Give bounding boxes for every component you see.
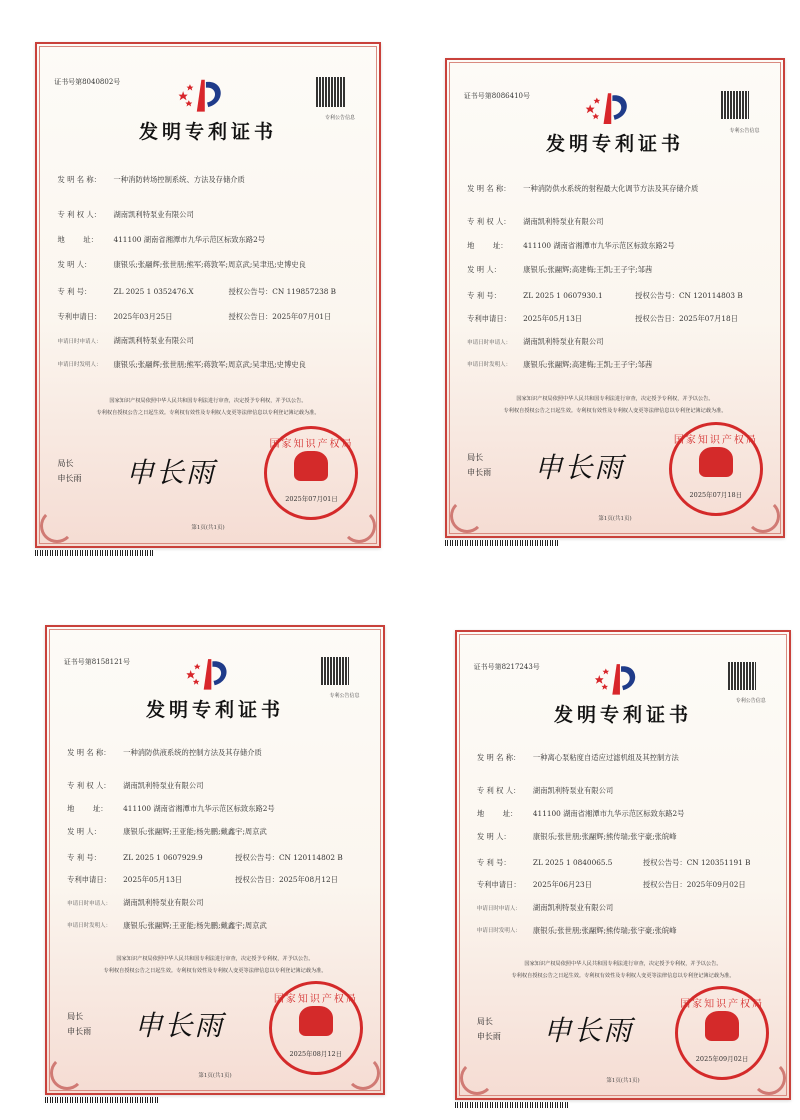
director: [467, 450, 491, 480]
grant-number-row: [229, 287, 337, 297]
field-label: 专 利 号：: [467, 290, 501, 300]
field-label: 授权公告号：: [635, 290, 679, 300]
field-label: 专利申请日：: [57, 311, 102, 321]
notice-line: 国家知识产权局依照中华人民共和国专利法进行审查，决定授予专利权，并予以公告。: [524, 961, 722, 968]
later-applicant-row: [58, 336, 194, 346]
field-label: 申请日时申请人：: [67, 901, 112, 908]
cnipa-logo-icon: [181, 657, 248, 690]
later-inventors: 康银乐;张世朋;张翮辉;熊传瑞;张宇豪;张皖峰: [532, 925, 677, 935]
director-name: 申长雨: [67, 1027, 92, 1037]
application-date: 2025年05月13日: [523, 313, 583, 323]
national-emblem-icon: [705, 1011, 739, 1041]
field-label: 发 明 名 称：: [57, 174, 101, 184]
later-applicant-row: [467, 337, 603, 347]
application-date: 2025年05月13日: [123, 875, 183, 885]
certificate-number: 证书号第8086410号: [463, 91, 530, 100]
certificate-title: 发明专利证书: [553, 703, 692, 726]
application-date: 2025年03月25日: [113, 311, 173, 321]
field-label: 地 址：: [57, 234, 98, 244]
address-row: [467, 241, 675, 251]
official-seal: [669, 422, 763, 516]
seal-text: 国家知识产权局: [269, 438, 354, 450]
invention-name: 一种离心泵粘度自适应过滤机组及其控制方法: [532, 753, 679, 763]
field-label: 申请日时申请人：: [476, 906, 521, 913]
later-inventor-row: [467, 360, 719, 370]
director: [67, 1009, 91, 1039]
later-applicant-row: [477, 903, 613, 913]
address-row: [477, 809, 685, 819]
notice: [447, 393, 783, 417]
field-label: 申请日时申请人：: [467, 340, 512, 347]
patentee: 湖南凯利特泵业有限公司: [123, 780, 204, 790]
patentee: 湖南凯利特泵业有限公司: [113, 209, 194, 219]
field-label: 发 明 人：: [476, 832, 511, 842]
barcode: [445, 540, 560, 546]
page-number: 第1页(共1页): [191, 524, 225, 531]
patentee-row: [58, 210, 194, 220]
certificate-title: 发明专利证书: [145, 698, 284, 721]
address: 411100 湖南省湘潭市九华示范区标致东路2号: [523, 240, 675, 250]
later-inventor-row: [477, 926, 726, 936]
patent-number: ZL 2025 1 0607930.1: [523, 290, 603, 300]
patentee-row: [477, 786, 613, 796]
later-inventor-row: [67, 921, 319, 931]
director-title: 局长: [476, 1017, 493, 1027]
patent-certificate: [35, 42, 381, 548]
notice-line: 国家知识产权局依照中华人民共和国专利法进行审查，决定授予专利权，并予以公告。: [116, 956, 314, 963]
address-row: [67, 804, 275, 814]
patentee-row: [67, 781, 203, 791]
grant-date-row: [229, 312, 332, 322]
grant-number: CN 120114802 B: [278, 853, 343, 862]
field-label: 授权公告日：: [235, 875, 279, 885]
seal-text: 国家知识产权局: [673, 434, 758, 446]
grant-number-row: [635, 291, 743, 301]
later-applicant: 湖南凯利特泵业有限公司: [532, 903, 614, 913]
field-label: 发 明 名 称：: [476, 753, 521, 763]
inventor-row: [58, 260, 315, 270]
field-label: 授权公告日：: [635, 313, 679, 323]
application-date: 2025年06月23日: [532, 880, 592, 890]
page-number: 第1页(共1页): [198, 1073, 232, 1080]
later-inventors: 康银乐;张翮辉;张世朋;熊军;蒋敦军;周京武;吴聿迅;史博史良: [113, 360, 306, 370]
cnipa-logo-icon: [581, 91, 648, 124]
notice-line: 专利权自授权公告之日起生效。专利权有效性及专利权人变更等法律信息以专利登记簿记载为准。: [96, 410, 320, 417]
invention-name: 一种消防供水系统的射程最大化调节方法及其存储介质: [523, 183, 699, 193]
notice: [457, 958, 789, 982]
patent-certificate: [455, 630, 791, 1100]
invention-name: 一种消防转场控制系统、方法及存储介质: [113, 174, 245, 184]
national-emblem-icon: [299, 1006, 333, 1036]
field-label: 专利申请日：: [467, 313, 511, 323]
patent-number-row: [467, 291, 603, 301]
patent-certificate: [45, 625, 385, 1095]
field-label: 授权公告号：: [642, 858, 687, 867]
notice-line: 专利权自授权公告之日起生效。专利权有效性及专利权人变更等法律信息以专利登记簿记载为准。: [103, 968, 327, 975]
director-title: 局长: [57, 458, 74, 468]
director-name: 申长雨: [476, 1032, 501, 1042]
address: 411100 湖南省湘潭市九华示范区标致东路2号: [532, 809, 685, 819]
director-name: 申长雨: [57, 473, 82, 483]
field-label: 发 明 人：: [467, 264, 501, 274]
field-label: 申请日时申请人：: [57, 339, 102, 346]
field-label: 专 利 权 人：: [476, 785, 521, 795]
later-applicant: 湖南凯利特泵业有限公司: [123, 898, 204, 908]
barcode: [45, 1097, 160, 1103]
certificate-number: 证书号第8158121号: [63, 658, 130, 667]
official-seal: [675, 986, 769, 1080]
seal-date: 2025年09月02日: [695, 1055, 749, 1064]
qr-caption: 专利公告信息: [729, 127, 760, 134]
inventor-row: [67, 827, 319, 837]
director: [58, 456, 82, 486]
patent-number: ZL 2025 1 0607929.9: [123, 853, 203, 862]
later-inventors: 康银乐;张翮辉;王亚能;杨先鹏;戴鑫宇;周京武: [123, 920, 267, 930]
signature: 申长雨: [134, 1009, 225, 1043]
patent-number: ZL 2025 1 0840065.5: [532, 858, 613, 867]
field-label: 发 明 人：: [67, 827, 101, 837]
qr-caption: 专利公告信息: [325, 115, 356, 122]
qr-caption: 专利公告信息: [735, 698, 766, 705]
application-date-row: [477, 880, 592, 890]
patentee: 湖南凯利特泵业有限公司: [532, 785, 614, 795]
inventor-row: [467, 265, 719, 275]
notice-line: 国家知识产权局依照中华人民共和国专利法进行审查，决定授予专利权，并予以公告。: [109, 398, 307, 405]
grant-number: CN 119857238 B: [272, 287, 337, 297]
field-label: 授权公告日：: [228, 311, 273, 321]
field-label: 专 利 号：: [57, 287, 92, 297]
director-name: 申长雨: [467, 468, 492, 478]
barcode: [35, 550, 155, 556]
invention-name-row: [467, 184, 698, 194]
certificate-title: 发明专利证书: [138, 120, 277, 143]
address: 411100 湖南省湘潭市九华示范区标致东路2号: [113, 234, 266, 244]
page-number: 第1页(共1页): [606, 1078, 640, 1085]
notice-line: 国家知识产权局依照中华人民共和国专利法进行审查，决定授予专利权，并予以公告。: [516, 396, 714, 403]
patentee: 湖南凯利特泵业有限公司: [523, 217, 604, 227]
cnipa-logo-icon: [590, 662, 656, 695]
application-date-row: [58, 312, 173, 322]
page-number: 第1页(共1页): [598, 515, 632, 522]
grant-date-row: [643, 880, 746, 890]
director-title: 局长: [467, 453, 484, 463]
cnipa-logo-icon: [174, 77, 242, 112]
inventors: 康银乐;张翮辉;高建梅;王凯;王子宇;邹茜: [523, 264, 653, 274]
address-row: [58, 235, 266, 245]
field-label: 申请日时发明人：: [467, 361, 512, 368]
qr-caption: 专利公告信息: [329, 693, 360, 700]
grant-number: CN 120114803 B: [678, 290, 743, 300]
field-label: 地 址：: [467, 240, 508, 250]
field-label: 专 利 权 人：: [57, 209, 101, 219]
director-title: 局长: [67, 1012, 84, 1022]
invention-name-row: [58, 175, 245, 185]
notice-line: 专利权自授权公告之日起生效。专利权有效性及专利权人变更等法律信息以专利登记簿记载为准。: [503, 408, 727, 415]
field-label: 申请日时发明人：: [476, 927, 521, 934]
later-inventors: 康银乐;张翮辉;高建梅;王凯;王子宇;邹茜: [523, 359, 653, 369]
field-label: 发 明 人：: [57, 259, 92, 269]
grant-date-row: [635, 314, 738, 324]
field-label: 地 址：: [476, 809, 518, 819]
field-label: 授权公告日：: [642, 880, 687, 890]
seal-date: 2025年08月12日: [289, 1050, 343, 1059]
grant-date-row: [235, 875, 338, 885]
qr-code-icon[interactable]: [321, 657, 350, 685]
signature: 申长雨: [125, 455, 216, 489]
qr-code-icon[interactable]: [316, 77, 345, 107]
patentee-row: [467, 217, 603, 227]
grant-date: 2025年08月12日: [278, 875, 338, 885]
director: [477, 1014, 501, 1044]
inventor-row: [477, 832, 726, 842]
field-label: 专 利 权 人：: [467, 217, 511, 227]
notice: [47, 953, 383, 977]
grant-number: CN 120351191 B: [686, 858, 751, 867]
field-label: 地 址：: [67, 804, 108, 814]
invention-name-row: [67, 748, 262, 758]
certificate-title: 发明专利证书: [545, 133, 684, 156]
inventors: 康银乐;张翮辉;张世朋;熊军;蒋敦军;周京武;吴聿迅;史博史良: [113, 259, 306, 269]
signature: 申长雨: [534, 450, 625, 484]
field-label: 授权公告号：: [228, 287, 273, 297]
qr-code-icon[interactable]: [728, 662, 756, 690]
invention-name: 一种消防供液系统的控制方法及其存储介质: [123, 748, 262, 758]
inventors: 康银乐;张世朋;张翮辉;熊传瑞;张宇豪;张皖峰: [532, 832, 677, 842]
national-emblem-icon: [699, 447, 733, 477]
notice-line: 专利权自授权公告之日起生效。专利权有效性及专利权人变更等法律信息以专利登记簿记载为准。: [511, 973, 735, 980]
seal-date: 2025年07月01日: [285, 494, 338, 503]
patent-certificate: [445, 58, 785, 538]
application-date-row: [67, 875, 182, 885]
barcode: [455, 1102, 570, 1108]
patent-number-row: [67, 853, 203, 863]
field-label: 专 利 号：: [67, 853, 101, 862]
certificate-number: 证书号第8040802号: [54, 77, 121, 86]
grant-number-row: [235, 853, 343, 863]
grant-number-row: [643, 858, 751, 868]
patent-number: ZL 2025 1 0352476.X: [113, 287, 194, 297]
field-label: 专 利 号：: [476, 858, 511, 867]
field-label: 专利申请日：: [476, 880, 521, 890]
application-date-row: [467, 314, 582, 324]
later-applicant-row: [67, 898, 203, 908]
patent-number-row: [58, 287, 194, 297]
official-seal: [264, 426, 358, 520]
field-label: 授权公告号：: [235, 853, 279, 862]
national-emblem-icon: [294, 451, 328, 481]
patent-number-row: [477, 858, 613, 868]
inventors: 康银乐;张翮辉;王亚能;杨先鹏;戴鑫宇;周京武: [123, 827, 267, 837]
grant-date: 2025年09月02日: [686, 880, 746, 890]
seal-text: 国家知识产权局: [680, 999, 765, 1011]
certificate-number: 证书号第8217243号: [473, 663, 540, 672]
notice: [37, 395, 379, 419]
qr-code-icon[interactable]: [721, 91, 750, 120]
field-label: 发 明 名 称：: [467, 183, 511, 193]
later-applicant: 湖南凯利特泵业有限公司: [113, 336, 194, 346]
address: 411100 湖南省湘潭市九华示范区标致东路2号: [123, 804, 275, 814]
later-inventor-row: [58, 360, 315, 370]
seal-text: 国家知识产权局: [273, 994, 358, 1006]
field-label: 专 利 权 人：: [67, 780, 111, 790]
grant-date: 2025年07月01日: [272, 311, 332, 321]
later-applicant: 湖南凯利特泵业有限公司: [523, 337, 604, 347]
grant-date: 2025年07月18日: [678, 313, 738, 323]
field-label: 申请日时发明人：: [67, 922, 112, 929]
field-label: 发 明 名 称：: [67, 748, 111, 758]
field-label: 专利申请日：: [67, 875, 111, 885]
field-label: 申请日时发明人：: [57, 362, 102, 369]
seal-date: 2025年07月18日: [689, 490, 743, 499]
official-seal: [269, 981, 363, 1075]
signature: 申长雨: [543, 1014, 634, 1048]
invention-name-row: [477, 753, 679, 763]
